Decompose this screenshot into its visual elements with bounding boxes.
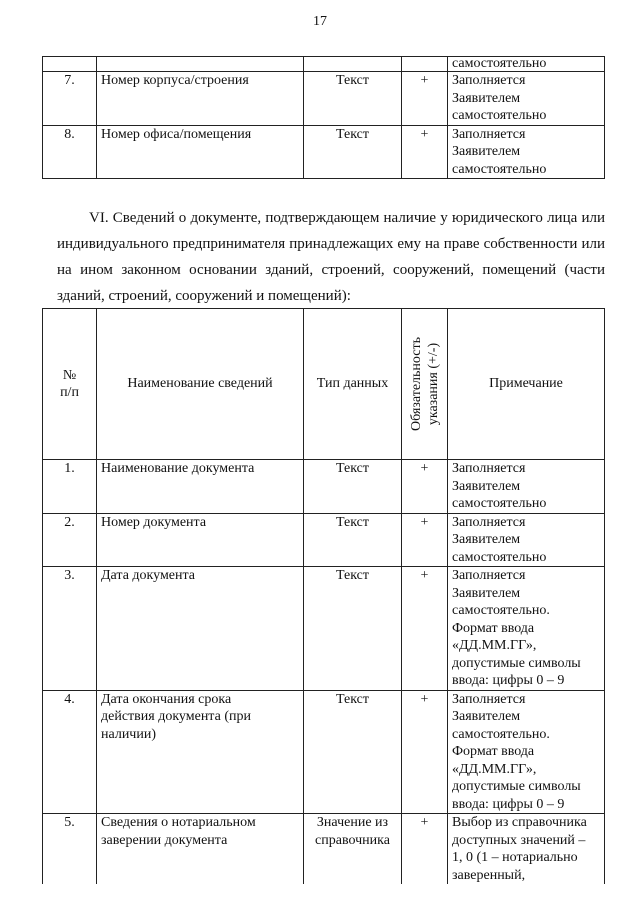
row-name [97, 513, 304, 567]
row-type [304, 460, 402, 514]
header-required-line: указания (+/-) [425, 342, 441, 426]
note-line: Заявителем [452, 709, 521, 724]
row-note [448, 690, 605, 814]
row-note [448, 567, 605, 691]
row-number: 7. [43, 72, 97, 126]
continuation-table [42, 56, 605, 179]
header-number-line: № [62, 367, 77, 383]
header-required-line: Обязательность [408, 337, 424, 431]
row-required: + [402, 513, 448, 567]
row-note [448, 125, 605, 179]
table-row [43, 72, 605, 126]
row-type [304, 814, 402, 885]
name-line: Дата документа [101, 568, 196, 583]
note-line: доступных значений – [452, 832, 586, 848]
type-line: справочника [315, 832, 390, 848]
name-line: заверении документа [101, 832, 228, 848]
row-number: 4. [43, 690, 97, 814]
row-name: Номер офиса/помещения [97, 125, 304, 179]
documents-table [42, 308, 605, 884]
table-row [43, 567, 605, 691]
row-name [97, 460, 304, 514]
note-line: Формат ввода [452, 620, 535, 636]
note-line: самостоятельно [452, 161, 547, 177]
row-required: + [402, 72, 448, 126]
row-number: 8. [43, 125, 97, 179]
note-line: Заявителем [452, 478, 521, 494]
row-required: + [402, 460, 448, 514]
note-line: самостоятельно [452, 496, 547, 511]
row-note [448, 460, 605, 514]
note-line: Заполняется [452, 568, 526, 583]
type-line: Текст [335, 461, 370, 476]
row-number: 3. [43, 567, 97, 691]
header-number [43, 309, 97, 460]
type-line: Значение из [316, 815, 389, 830]
header-type: Тип данных [304, 309, 402, 460]
note-line: Заявителем [452, 144, 521, 159]
note-line: Формат ввода [452, 744, 535, 759]
page-number: 17 [313, 14, 327, 29]
note-line: Заполняется [452, 514, 526, 530]
name-line: действия документа (при [101, 709, 251, 724]
note-line: самостоятельно. [452, 603, 550, 618]
row-number: 1. [43, 460, 97, 514]
note-line: Заполняется [452, 691, 526, 707]
row-required: + [402, 567, 448, 691]
table-row [43, 57, 605, 72]
note-line: Заявителем [452, 532, 521, 547]
note-line: самостоятельно. [452, 726, 550, 742]
note-line: ввода: цифры 0 – 9 [452, 673, 565, 688]
row-required: + [402, 690, 448, 814]
row-note [448, 814, 605, 885]
note-line: ввода: цифры 0 – 9 [452, 796, 565, 812]
section-heading: VI. Сведений о документе, подтверждающем наличие у юридического лица или индивидуального предпринимателя принадлежащих ему на праве собственности или на ином законном основании зданий, строений, сооружений, помещений (части зданий, строений, сооружений и помещений): [57, 210, 605, 304]
note-line: Заполняется [452, 461, 526, 476]
note-line: Заявителем [452, 90, 521, 106]
note-line: заверенный, [452, 867, 526, 883]
row-name [97, 567, 304, 691]
name-line: Номер документа [101, 514, 207, 530]
header-note: Примечание [448, 309, 605, 460]
note-line: «ДД.ММ.ГГ», [452, 761, 537, 777]
note-line: допустимые символы [452, 655, 581, 671]
table-row [43, 460, 605, 514]
row-type: Текст [304, 125, 402, 179]
row-number: 2. [43, 513, 97, 567]
name-line: наличии) [101, 726, 156, 742]
table-header-row [43, 309, 605, 460]
table-row [43, 513, 605, 567]
note-line: «ДД.ММ.ГГ», [452, 638, 537, 653]
note-line: 1, 0 (1 – нотариально [452, 850, 578, 865]
table-row [43, 814, 605, 885]
row-name: Номер корпуса/строения [97, 72, 304, 126]
name-line: Дата окончания срока [101, 691, 232, 707]
header-required [402, 309, 448, 460]
name-line: Наименование документа [101, 461, 255, 476]
header-name: Наименование сведений [97, 309, 304, 460]
note-line: Заявителем [452, 585, 521, 601]
row-type [304, 513, 402, 567]
note-line: самостоятельно [452, 549, 547, 565]
header-number-line: п/п [60, 385, 79, 400]
note-line: Заполняется [452, 73, 526, 88]
note-line: Заполняется [452, 126, 526, 142]
row-name [97, 690, 304, 814]
table-row [43, 125, 605, 179]
row-type: Текст [304, 72, 402, 126]
type-line: Текст [335, 691, 370, 707]
note-line: самостоятельно [452, 108, 547, 123]
row-required: + [402, 814, 448, 885]
row-note [448, 513, 605, 567]
row-note [448, 72, 605, 126]
note-line: Выбор из справочника [452, 815, 587, 830]
table-row [43, 690, 605, 814]
row-required: + [402, 125, 448, 179]
row-number: 5. [43, 814, 97, 885]
name-line: Сведения о нотариальном [101, 815, 256, 830]
row-type [304, 567, 402, 691]
type-line: Текст [335, 514, 370, 530]
row-type [304, 690, 402, 814]
type-line: Текст [335, 568, 370, 583]
continuation-note: самостоятельно [448, 57, 605, 72]
note-line: допустимые символы [452, 779, 581, 794]
row-name [97, 814, 304, 885]
